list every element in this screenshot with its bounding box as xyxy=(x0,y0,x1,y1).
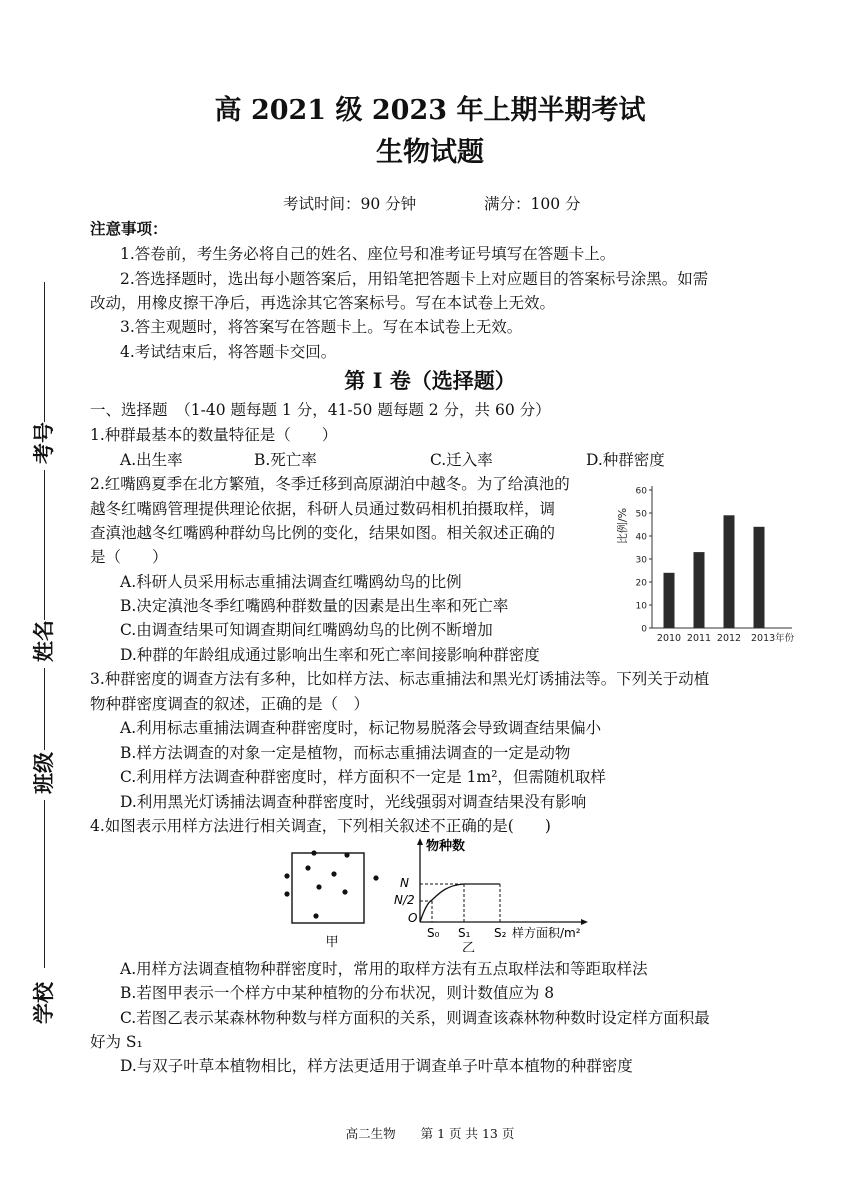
chart-y-tick-label: 0 xyxy=(641,624,647,635)
question-3-option-b: B.样方法调查的对象一定是植物，而标志重捕法调查的一定是动物 xyxy=(120,744,571,762)
question-1-option-d: D.种群密度 xyxy=(586,451,665,469)
y-axis-arrow xyxy=(417,838,423,845)
plant-dot xyxy=(342,889,347,894)
chart-y-tick-label: 50 xyxy=(635,509,647,520)
page-subtitle: 生物试题 xyxy=(376,137,484,168)
figure-yi-label: 乙 xyxy=(462,941,476,952)
question-2-option-c: C.由调查结果可知调查期间红嘴鸥幼鸟的比例不断增加 xyxy=(120,621,493,639)
chart-bar-2011 xyxy=(694,552,705,628)
question-1-stem: 1.种群最基本的数量特征是（ ） xyxy=(90,426,338,444)
plant-dot xyxy=(284,873,289,878)
plant-dot xyxy=(311,850,316,855)
figure-jia-quadrat xyxy=(282,848,382,952)
y-axis-label: 物种数 xyxy=(426,839,466,854)
chart-y-axis-label: 比例/% xyxy=(616,507,629,545)
page-footer: 高二生物 第 1 页 共 13 页 xyxy=(345,1126,515,1141)
plant-dot xyxy=(313,913,318,918)
y-tick-half: N/2 xyxy=(394,893,415,907)
sidebar-line xyxy=(44,282,45,422)
plant-dot xyxy=(316,884,321,889)
question-3-option-c: C.利用样方法调查种群密度时，样方面积不一定是 1m²，但需随机取样 xyxy=(120,768,606,786)
chart-x-tick-label: 2013年份 xyxy=(751,633,795,644)
sidebar-line xyxy=(44,800,45,968)
sidebar-label-class: 班级 xyxy=(31,752,56,794)
question-3-stem: 3.种群密度的调查方法有多种，比如样方法、标志重捕法和黑光灯诱捕法等。下列关于动植 xyxy=(90,670,710,688)
x-tick-s2: S₂ xyxy=(494,926,507,940)
question-4-option-c: C.若图乙表示某森林物种数与样方面积的关系，则调查该森林物种数时设定样方面积最 xyxy=(120,1009,710,1027)
notice-heading: 注意事项： xyxy=(90,219,168,238)
plant-dot xyxy=(305,865,310,870)
x-axis-arrow xyxy=(581,919,588,925)
question-3-stem: 物种群密度调查的叙述，正确的是（ ） xyxy=(90,695,370,713)
notice-item: 改动，用橡皮擦干净后，再选涂其它答案标号。写在本试卷上无效。 xyxy=(90,294,556,312)
chart-y-tick-label: 20 xyxy=(635,578,647,589)
y-tick-n: N xyxy=(400,876,409,890)
question-1-option-c: C.迁入率 xyxy=(430,451,493,469)
sidebar-label-name: 姓名 xyxy=(31,620,56,662)
x-tick-s1: S₁ xyxy=(458,926,471,940)
question-1-option-b: B.死亡率 xyxy=(254,451,317,469)
question-4-option-b: B.若图甲表示一个样方中某种植物的分布状况，则计数值应为 8 xyxy=(120,984,555,1002)
sidebar-label-exam-number: 考号 xyxy=(31,422,56,464)
sidebar-label-school: 学校 xyxy=(31,982,56,1024)
section-intro: 一、选择题 （1-40 题每题 1 分，41-50 题每题 2 分，共 60 分） xyxy=(90,401,551,419)
chart-y-tick-label: 60 xyxy=(635,486,647,497)
sidebar-line xyxy=(44,668,45,750)
page-title: 高 2021 级 2023 年上期半期考试 xyxy=(214,95,646,126)
chart-x-tick-label: 2012 xyxy=(716,633,742,644)
question-2-stem: 2.红嘴鸥夏季在北方繁殖，冬季迁移到高原湖泊中越冬。为了给滇池的 xyxy=(90,475,570,493)
chart-bar-2010 xyxy=(664,573,675,628)
question-4-option-c-cont: 好为 S₁ xyxy=(90,1033,143,1051)
sidebar-line xyxy=(44,470,45,620)
section-title: 第 I 卷（选择题） xyxy=(344,368,516,393)
chart-x-tick-label: 2011 xyxy=(686,633,712,644)
youth-ratio-bar-chart xyxy=(612,478,832,650)
plant-dot xyxy=(284,891,289,896)
question-2-stem: 查滇池越冬红嘴鸥种群幼鸟比例的变化，结果如图。相关叙述正确的 xyxy=(90,524,556,542)
question-2-option-b: B.决定滇池冬季红嘴鸥种群数量的因素是出生率和死亡率 xyxy=(120,597,509,615)
quadrat-square xyxy=(292,853,364,923)
x-tick-s0: S₀ xyxy=(427,926,440,940)
question-4-option-d: D.与双子叶草本植物相比，样方法更适用于调查单子叶草本植物的种群密度 xyxy=(120,1057,633,1075)
chart-y-tick-label: 10 xyxy=(635,601,647,612)
figure-jia-label: 甲 xyxy=(325,935,339,950)
origin-label: O xyxy=(408,911,418,925)
exam-time: 考试时间：90 分钟 xyxy=(283,195,417,213)
question-1-option-a: A.出生率 xyxy=(120,451,183,469)
chart-y-tick-label: 40 xyxy=(635,532,647,543)
question-2-option-d: D.种群的年龄组成通过影响出生率和死亡率间接影响种群密度 xyxy=(120,646,540,664)
question-2-option-a: A.科研人员采用标志重捕法调查红嘴鸥幼鸟的比例 xyxy=(120,573,462,591)
plant-dot xyxy=(373,875,378,880)
notice-item: 1.答卷前，考生务必将自己的姓名、座位号和准考证号填写在答题卡上。 xyxy=(120,245,616,263)
question-3-option-d: D.利用黑光灯诱捕法调查种群密度时，光线强弱对调查结果没有影响 xyxy=(120,793,587,811)
x-axis-label: 样方面积/m² xyxy=(512,926,581,940)
plant-dot xyxy=(344,852,349,857)
notice-item: 4.考试结束后，将答题卡交回。 xyxy=(120,343,337,361)
plant-dot xyxy=(331,871,336,876)
chart-bar-2013 xyxy=(754,527,765,628)
chart-x-tick-label: 2010 xyxy=(656,633,682,644)
chart-y-tick-label: 30 xyxy=(635,555,647,566)
question-4-stem: 4.如图表示用样方法进行相关调查，下列相关叙述不正确的是( ) xyxy=(90,817,551,835)
question-3-option-a: A.利用标志重捕法调查种群密度时，标记物易脱落会导致调查结果偏小 xyxy=(120,719,602,737)
figure-yi-species-area-curve xyxy=(392,836,592,952)
question-4-option-a: A.用样方法调查植物种群密度时，常用的取样方法有五点取样法和等距取样法 xyxy=(120,960,648,978)
notice-item: 2.答选择题时，选出每小题答案后，用铅笔把答题卡上对应题目的答案标号涂黑。如需 xyxy=(120,270,709,288)
chart-bar-2012 xyxy=(724,515,735,628)
notice-item: 3.答主观题时，将答案写在答题卡上。写在本试卷上无效。 xyxy=(120,318,523,336)
full-score: 满分：100 分 xyxy=(484,195,581,213)
question-2-stem: 越冬红嘴鸥管理提供理论依据，科研人员通过数码相机拍摄取样，调 xyxy=(90,500,556,518)
question-2-stem: 是（ ） xyxy=(90,548,168,566)
